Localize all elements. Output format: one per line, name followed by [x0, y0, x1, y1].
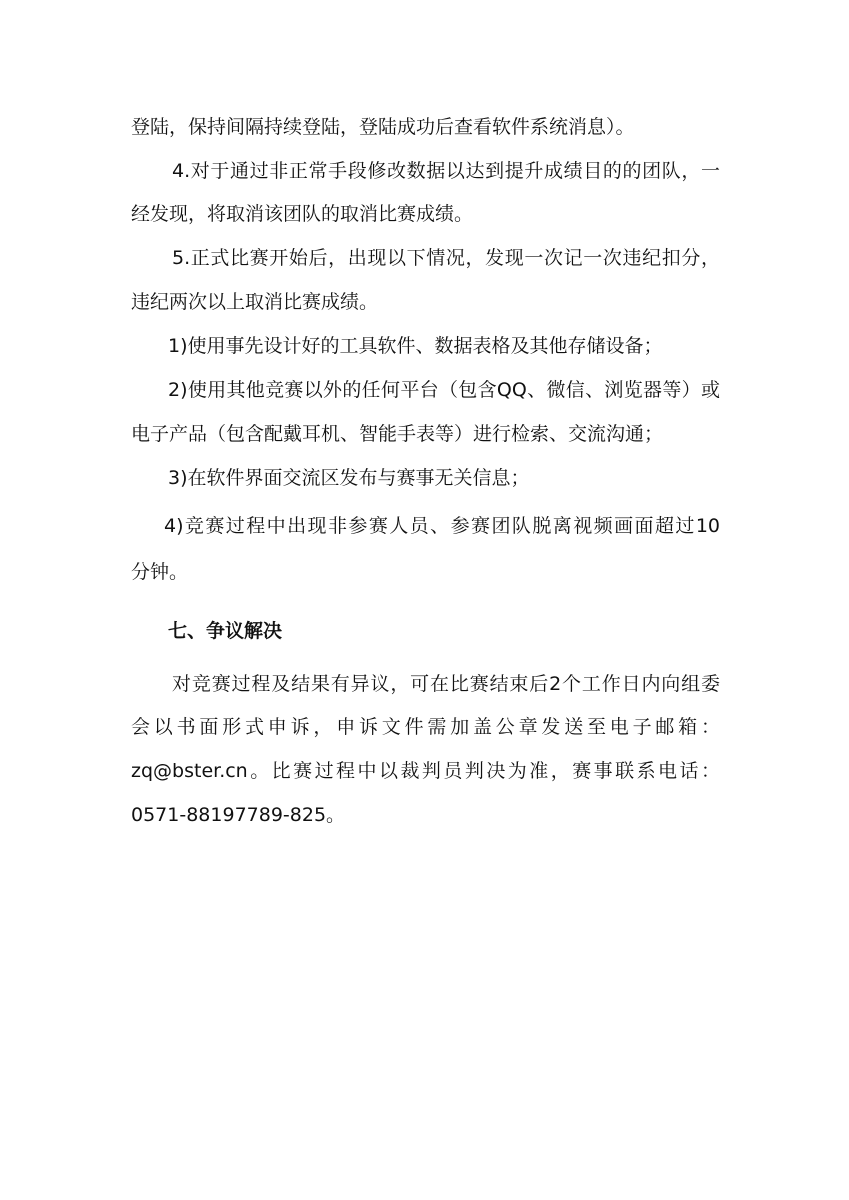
rule-item-5-line-1: 5.正式比赛开始后，出现以下情况，发现一次记一次违纪扣分， [172, 247, 720, 269]
section-heading: 七、争议解决 [168, 620, 283, 642]
text-line: 登陆，保持间隔持续登陆，登陆成功后查看软件系统消息）。 [131, 116, 635, 138]
dispute-paragraph-line-3: zq@bster.cn。比赛过程中以裁判员判决为准，赛事联系电话： [131, 760, 720, 782]
rule-item-5-line-2: 违纪两次以上取消比赛成绩。 [131, 291, 379, 313]
violation-item-4-line-2: 分钟。 [131, 561, 189, 583]
dispute-paragraph-line-4: 0571-88197789-825。 [131, 804, 346, 826]
violation-item-3: 3)在软件界面交流区发布与赛事无关信息； [168, 467, 530, 489]
violation-item-1: 1)使用事先设计好的工具软件、数据表格及其他存储设备； [168, 335, 663, 357]
violation-item-2-line-1: 2)使用其他竞赛以外的任何平台（包含QQ、微信、浏览器等）或 [168, 379, 720, 401]
rule-item-4-line-2: 经发现，将取消该团队的取消比赛成绩。 [131, 203, 474, 225]
rule-item-4-line-1: 4.对于通过非正常手段修改数据以达到提升成绩目的的团队，一 [172, 160, 720, 182]
violation-item-4-line-1: 4)竞赛过程中出现非参赛人员、参赛团队脱离视频画面超过10 [164, 515, 720, 537]
dispute-paragraph-line-1: 对竞赛过程及结果有异议，可在比赛结束后2个工作日内向组委 [172, 673, 720, 695]
violation-item-2-line-2: 电子产品（包含配戴耳机、智能手表等）进行检索、交流沟通； [131, 423, 664, 445]
dispute-paragraph-line-2: 会以书面形式申诉，申诉文件需加盖公章发送至电子邮箱： [131, 716, 720, 738]
